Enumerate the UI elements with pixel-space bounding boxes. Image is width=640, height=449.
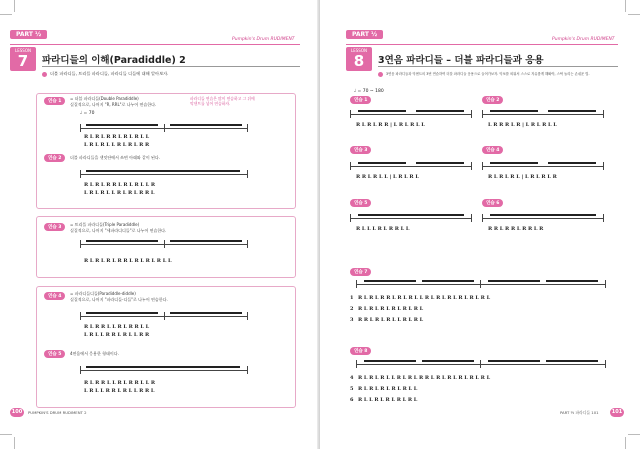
- bullet-icon: [378, 72, 383, 77]
- header-rule: [10, 44, 300, 45]
- header-rule: [346, 44, 618, 45]
- page-number: 100: [11, 409, 23, 415]
- lesson-badge: [346, 47, 372, 71]
- crop-mark: [625, 437, 626, 449]
- sticking-row: R L R L R L R R L R L R L R L L: [84, 258, 172, 264]
- intro-text: 더블 파라디들, 트리플 파라디들, 파라디들 디들에 대해 알아보자.: [42, 71, 169, 77]
- exercise-tag: 연습 6: [482, 199, 503, 207]
- sticking-row: R L L L R L R R L L: [356, 226, 410, 232]
- lesson-label: LESSON: [15, 48, 31, 53]
- exercise-tag: 연습 7: [350, 268, 371, 276]
- exercise-tag: 연습 3: [350, 146, 371, 154]
- book-title: Pumpkin's Drum RUDIMENT: [232, 37, 295, 42]
- exercise-description: = 더블 파라디들(Double Paradiddle) 실질적으로, 나머지 "R, RRL"로 나누어 연습한다.: [70, 96, 157, 107]
- staff: [80, 240, 248, 248]
- lesson-number: 8: [353, 52, 365, 70]
- sticking-row: R R L R L L | L R L R L: [356, 174, 419, 180]
- sticking-row: R L R L R R L R L R L L: [84, 134, 150, 140]
- staff: [356, 280, 606, 288]
- staff: [80, 312, 248, 320]
- page-number: 101: [611, 409, 623, 415]
- sticking-row: R R L R R L R R L R: [488, 226, 544, 232]
- sticking-row: L R L L R R L R L L R R: [84, 332, 150, 338]
- exercise-tag: 연습 5: [350, 199, 371, 207]
- sticking-row: R L R L R R L R L R L L R: [84, 182, 156, 188]
- crop-mark: [625, 0, 626, 12]
- staff: [350, 162, 472, 170]
- part-label: PART ½: [346, 30, 383, 39]
- footer-text: PUMPKIN'S DRUM RUDIMENT 2: [28, 410, 87, 415]
- exercise-box: [36, 286, 296, 408]
- sticking-row: R L R L R R L R L R L L R L R L R L R L R L R L: [358, 295, 491, 301]
- exercise-tag: 연습 2: [44, 154, 65, 162]
- crop-mark: [0, 434, 12, 435]
- exercise-description: 더블 파라디들을 셋잇단에서 쓰면 아래와 같이 된다.: [70, 155, 161, 160]
- exercise-tag: 연습 4: [44, 292, 65, 300]
- title-rule: [378, 66, 618, 67]
- tempo-marking: ♩ = 70 ~ 180: [354, 89, 384, 94]
- crop-mark: [14, 437, 15, 449]
- sticking-row: L R L R L L R L R L R R L: [84, 190, 155, 196]
- row-number: 3: [350, 317, 354, 323]
- sticking-row: R L L R L R L R L R L: [358, 397, 418, 403]
- exercise-tag: 연습 2: [482, 96, 503, 104]
- part-label: PART ½: [10, 30, 47, 39]
- crop-mark: [628, 14, 640, 15]
- exercise-box: [36, 93, 296, 209]
- book-title: Pumpkin's Drum RUDIMENT: [552, 37, 615, 42]
- sticking-row: L R R R L R | L R L R L L: [488, 122, 557, 128]
- lesson-badge: [10, 47, 36, 71]
- staff: [482, 162, 604, 170]
- row-number: 6: [350, 397, 354, 403]
- exercise-description: 4연음에서 응용한 형태이다.: [70, 351, 119, 356]
- title-rule: [42, 66, 300, 67]
- bullet-icon: [42, 72, 47, 77]
- staff: [80, 124, 248, 132]
- exercise-description: = 트리플 파라디들(Triple Paradiddle) 실질적으로, 나머지 "세파라디디들"로 나누어 연습한다.: [70, 222, 167, 233]
- staff: [482, 110, 604, 118]
- crop-mark: [628, 434, 640, 435]
- right-page: [320, 0, 640, 449]
- sticking-row: R R L R L R L L R L R L: [358, 317, 424, 323]
- sticking-row: L R L R L L R L R L R R: [84, 142, 150, 148]
- crop-mark: [0, 14, 12, 15]
- exercise-tag: 연습 3: [44, 223, 65, 231]
- row-number: 4: [350, 375, 354, 381]
- tempo-marking: ♩ = 70: [80, 111, 95, 116]
- exercise-description: = 파라디들디들(Paradiddle-diddle) 실질적으로, 나머지 "파라디들-디들"로 나누어 연습한다.: [70, 291, 168, 302]
- intro-text: 3연음 파라디들과 악센트의 3번 연습하여 더블 파라디들 응용으로 들어가보자. 악보를 외워서 스스로 자유롭게 해봐야, 스틱 놀리는 손쉬운 법.: [378, 71, 590, 77]
- staff: [356, 360, 606, 368]
- sticking-row: R L R L R R | L R L R L L: [356, 122, 425, 128]
- tip-note: 파라디들 연습은 많이 연습하고 그 뒤에 악센트를 넣어 연습하자.: [190, 96, 255, 106]
- sticking-row: R L R L R L | L R L R L R: [488, 174, 557, 180]
- staff: [350, 110, 472, 118]
- sticking-row: R L R L R L R L R L R L: [358, 306, 424, 312]
- sticking-row: R L R R L L R L R R L L R: [84, 380, 156, 386]
- lesson-number: 7: [17, 52, 29, 70]
- staff: [350, 214, 472, 222]
- row-number: 1: [350, 295, 354, 301]
- lesson-label: LESSON: [351, 48, 367, 53]
- staff: [80, 366, 248, 374]
- row-number: 5: [350, 386, 354, 392]
- sticking-row: R L R L R L R L R L L: [358, 386, 418, 392]
- staff: [482, 214, 604, 222]
- sticking-row: L R L L R R L R L L R R L: [84, 388, 155, 394]
- staff: [80, 170, 248, 178]
- exercise-tag: 연습 5: [44, 350, 65, 358]
- sticking-row: R L R L R L L R L R L R R L R L R L R L R L R L: [358, 375, 491, 381]
- page-title: 3연음 파라디들 – 더블 파라디들과 응용: [378, 55, 544, 66]
- exercise-tag: 연습 8: [350, 347, 371, 355]
- exercise-tag: 연습 4: [482, 146, 503, 154]
- footer-text: PART ½ 파라디들 101: [560, 410, 599, 415]
- crop-mark: [14, 0, 15, 12]
- sticking-row: R L R R L L R L R R L L: [84, 324, 150, 330]
- exercise-tag: 연습 1: [44, 97, 65, 105]
- row-number: 2: [350, 306, 354, 312]
- exercise-tag: 연습 1: [350, 96, 371, 104]
- page-title: 파라디들의 이해(Paradiddle) 2: [42, 55, 186, 66]
